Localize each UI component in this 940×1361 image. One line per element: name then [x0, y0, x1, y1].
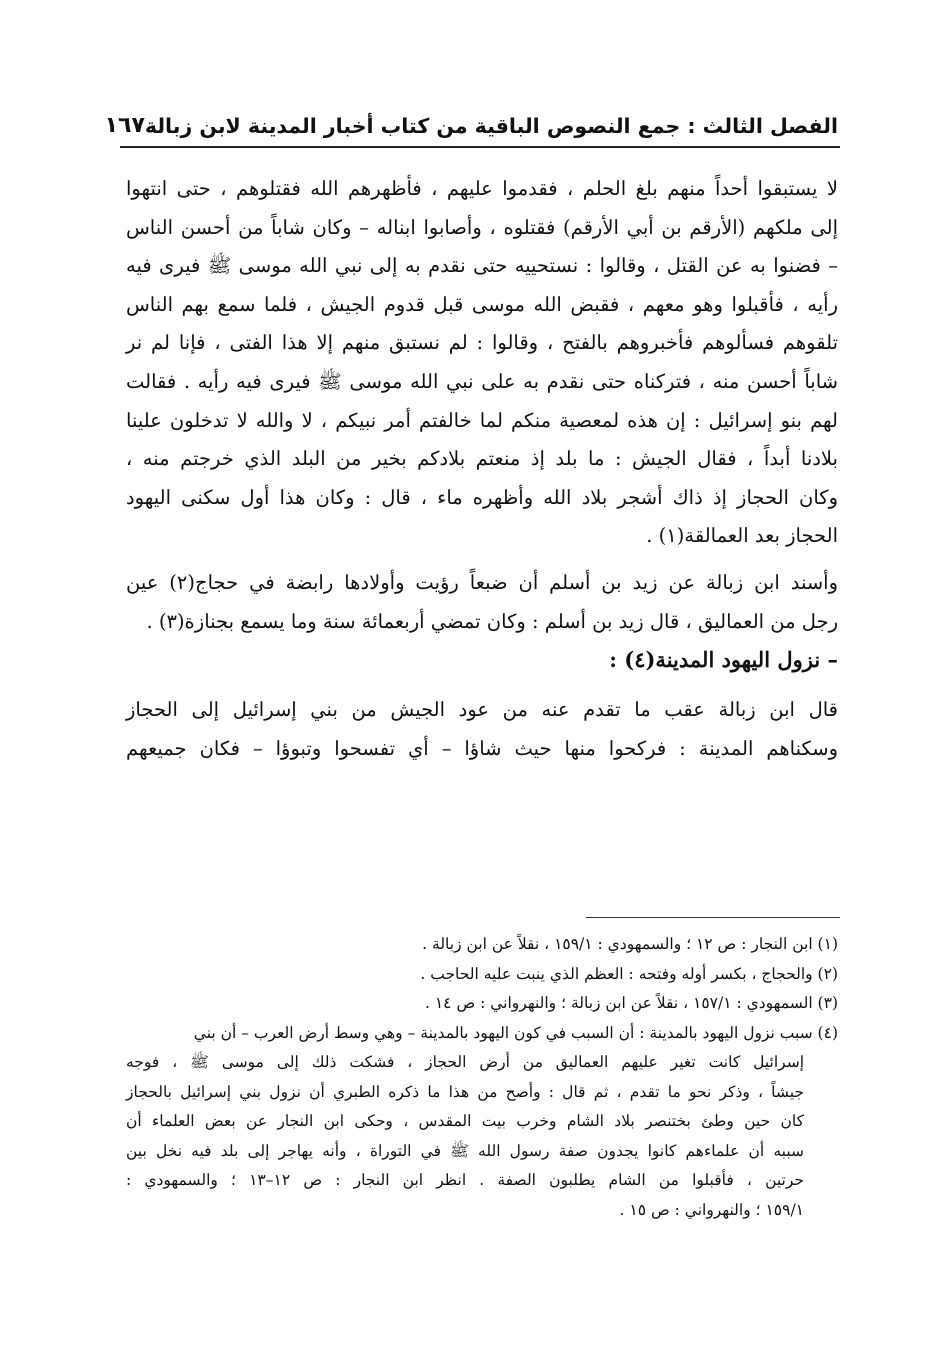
- footnote-4-line: ١٥٩/١ ؛ والنهرواني : ص ١٥ .: [619, 1200, 804, 1219]
- footnote-1: (١) ابن النجار : ص ١٢ ؛ والسمهودي : ١٥٩/١ ، نقلاً عن ابن زبالة .: [422, 935, 838, 953]
- footnote-4-line: حرتين ، فأقبلوا من الشام يطلبون الصفة . انظر ابن النجار : ص ١٢–١٣ ؛ والسمهودي :: [126, 1171, 804, 1189]
- footnote-4: (٤) سبب نزول اليهود بالمدينة : أن السبب في كون اليهود بالمدينة – وهي وسط أرض العرب – أن بني: [193, 1023, 838, 1042]
- text-line: وسكناهم المدينة : فركحوا منها حيث شاؤا – أي تفسحوا وتبوؤا – فكان جميعهم: [126, 736, 838, 760]
- footnotes: [126, 930, 838, 1225]
- running-header: [104, 96, 838, 138]
- footnote-4-line: سببه أن علماءهم كانوا يجدون صفة رسول الله ﷺ في التوراة ، وأنه يهاجر إلى بلد فيه نخل بين: [126, 1141, 804, 1160]
- footnote-3: (٣) السمهودي : ١٥٧/١ ، نقلاً عن ابن زبالة ؛ والنهرواني : ص ١٤ .: [425, 994, 838, 1012]
- section-heading: – نزول اليهود المدينة(٤) :: [609, 647, 838, 673]
- text-line: رجل من العماليق ، قال زيد بن أسلم : وكان تمضي أربعمائة سنة وما يسمع بجنازة(٣) .: [146, 609, 838, 633]
- text-line: رأيه ، فأقبلوا وهو معهم ، فقبض الله موسى قبل قدوم الجيش ، فلما سمع بهم الناس: [126, 292, 838, 316]
- text-line: – فضنوا به عن القتل ، وقالوا : نستحييه حتى نقدم به إلى نبي الله موسى ﷺ فيرى فيه: [126, 254, 838, 278]
- text-line: شاباً أحسن منه ، فتركناه حتى نقدم به على نبي الله موسى ﷺ فيرى فيه رأيه . فقالت: [126, 369, 838, 393]
- header-rule: [120, 146, 840, 148]
- text-line: لا يستبقوا أحداً منهم بلغ الحلم ، فقدموا عليهم ، فأظهرهم الله فقتلوهم ، حتى انتهوا: [126, 177, 838, 200]
- text-line: قال ابن زبالة عقب ما تقدم عنه من عود الجيش من بني إسرائيل إلى الحجاز: [126, 698, 838, 722]
- page-number: ١٦٧: [104, 113, 145, 138]
- footnote-2: (٢) والحجاج ، بكسر أوله وفتحه : العظم الذي ينبت عليه الحاجب .: [420, 964, 838, 983]
- text-line: بلادنا أبداً ، فقال الجيش : ما بلد إذ منعتم بلادكم بخير من البلد الذي خرجتم منه ،: [126, 447, 838, 471]
- main-text: [126, 170, 838, 768]
- text-line: لهم بنو إسرائيل : إن هذه لمعصية منكم لما خالفتم أمر نبيكم ، لا والله لا تدخلون علينا: [126, 408, 838, 432]
- footnote-4-line: كان حين وطئ بختنصر بلاد الشام وخرب بيت المقدس ، وحكى ابن النجار عن بعض العلماء أن: [126, 1112, 804, 1130]
- footnote-4-line: جيشاً ، وذكر نحو ما تقدم ، ثم قال : وأصح من هذا ما ذكره الطبري أن نزول بني إسرائيل بالحجاز: [126, 1082, 804, 1101]
- footnote-4-line: إسرائيل كانت تغير عليهم العماليق من أرض الحجاز ، فشكت ذلك إلى موسى ﷺ ، فوجه: [126, 1053, 804, 1071]
- chapter-title: الفصل الثالث : جمع النصوص الباقية من كتاب أخبار المدينة لابن زبالة: [144, 114, 838, 138]
- text-line: وأسند ابن زبالة عن زيد بن أسلم أن ضبعاً رؤيت وأولادها رابضة في حجاج(٢) عين: [126, 570, 839, 594]
- text-line: تلقوهم فسألوهم فأخبروهم بالفتح ، وقالوا : لم نستبق منهم إلا هذا الفتى ، فإنا لم نر: [126, 331, 838, 355]
- text-line: إلى ملكهم (الأرقم بن أبي الأرقم) فقتلوه ، وأصابوا ابناله – وكان شاباً من أحسن الناس: [126, 215, 838, 239]
- text-line: وكان الحجاز إذ ذاك أشجر بلاد الله وأظهره ماء ، قال : وكان هذا أول سكنى اليهود: [126, 485, 838, 509]
- text-line: الحجاز بعد العمالقة(١) .: [646, 524, 838, 548]
- footnote-rule: [586, 917, 840, 918]
